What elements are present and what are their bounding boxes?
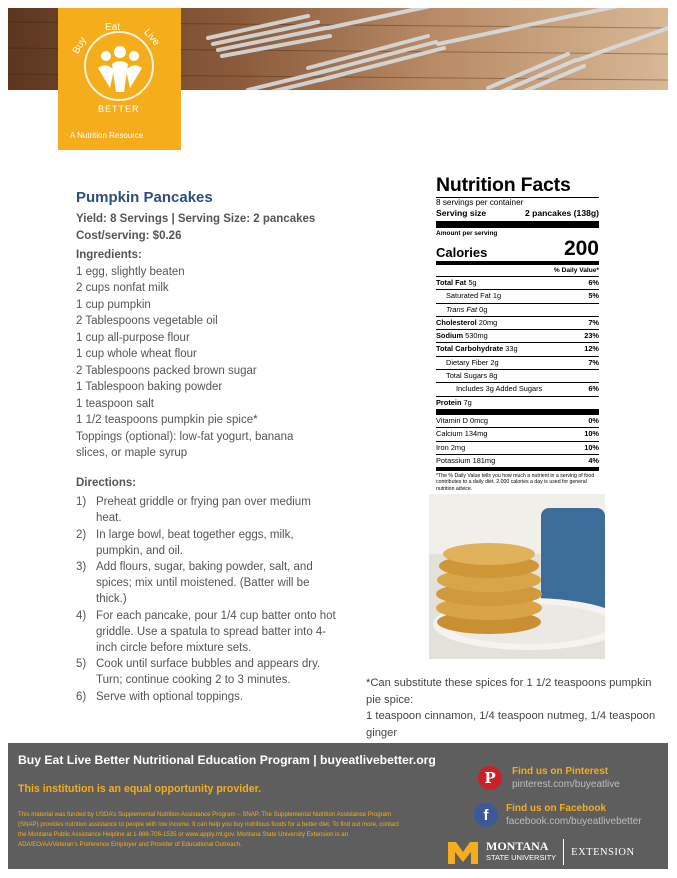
nutrient-amount: 5g (468, 278, 477, 287)
nutrient-amount: 2mg (450, 442, 466, 452)
nutrient-label: Potassium (436, 455, 471, 465)
direction-step (76, 494, 338, 526)
pancake-stack-image (429, 494, 605, 659)
nutrient-dv: 5% (588, 291, 599, 301)
nutrient-dv: 7% (588, 357, 599, 367)
ingredient-item: 1 egg, slightly beaten (76, 265, 185, 278)
ingredients-heading: Ingredients: (76, 249, 142, 261)
nutrient-row (436, 427, 599, 440)
pinterest-icon: P (478, 766, 502, 790)
nutrient-label: Vitamin D (436, 415, 468, 425)
medium-divider (436, 261, 599, 265)
nutrient-row (436, 382, 599, 395)
ingredient-item: 1 cup all-purpose flour (76, 331, 190, 344)
equal-opportunity-statement: This institution is an equal opportunity provider. (18, 783, 262, 795)
nutrition-facts-title: Nutrition Facts (436, 174, 571, 196)
direction-step (76, 608, 338, 657)
ingredient-item: 1 1/2 teaspoons pumpkin pie spice* (76, 414, 258, 426)
nutrient-label: Cholesterol (436, 317, 477, 327)
pinterest-link[interactable] (478, 766, 620, 792)
nutrient-name (436, 290, 501, 302)
step-number: 6) (76, 690, 87, 703)
msu-name-2: STATE UNIVERSITY (486, 853, 557, 862)
nutrient-label: Calcium (436, 429, 463, 439)
direction-step (76, 527, 338, 559)
logo-tagline: A Nutrition Resource (70, 131, 144, 140)
servings-per-container: 8 servings per container (436, 197, 599, 208)
nutrient-name (436, 428, 487, 440)
nutrient-row (436, 454, 599, 467)
funding-statement: This material was funded by USDA’s Supplemental Nutrition Assistance Program – SNAP. The Supplemental Nutrition Assistance Program (SNAP) provides nutrition assistance to people with low income. It can help you buy nutritious foods for a better diet. To find out more, contact the Montana Public Assistance Helpline at 1-888-706-1535 or www.apply.mt.gov. Montana State University Extension is an ADA/EO/AA/Veteran’s Preference Employer and Provider of Educational Outreach. (18, 811, 399, 849)
nutrient-row (436, 329, 599, 342)
nutrient-label: Sodium (436, 331, 464, 341)
nutrient-amount: 134mg (464, 429, 488, 439)
directions-list (76, 494, 338, 705)
nutrient-row (436, 342, 599, 355)
buy-eat-live-better-logo (58, 8, 181, 150)
ingredient-item: 2 Tablespoons vegetable oil (76, 315, 218, 327)
nutrient-row (436, 409, 599, 427)
nutrient-label: Total Fat (436, 278, 467, 287)
step-text: Preheat griddle or frying pan over medium heat. (96, 496, 311, 525)
nutrient-label: Includes 3g Added Sugars (456, 384, 543, 394)
step-text: In large bowl, beat together eggs, milk, pumpkin, and oil. (96, 528, 294, 557)
nutrient-name (436, 455, 495, 467)
thick-divider (436, 221, 599, 228)
calories-label: Calories (436, 245, 488, 260)
pumpkin-pancakes-photo (429, 494, 605, 659)
nutrient-amount: 530mg (465, 331, 488, 341)
msu-extension: EXTENSION (571, 846, 635, 858)
recipe-meta (76, 211, 315, 244)
footer-heading: Buy Eat Live Better Nutritional Education Program | buyeatlivebetter.org (18, 753, 436, 767)
nutrient-dv: 10% (584, 442, 599, 452)
step-text: For each pancake, pour 1/4 cup batter onto hot griddle. Use a spatula to spread batter into 4-inch circle before mixture sets. (96, 609, 336, 655)
nutrient-name (436, 415, 488, 427)
dv-header: % Daily Value* (553, 267, 599, 274)
nutrition-facts-label (436, 174, 599, 492)
nutrient-dv: 0% (588, 415, 599, 425)
nutrition-footnote: *The % Daily Value tells you how much a nutrient in a serving of food contributes to a daily diet. 2,000 calories a day is used for general nutrition advice. (436, 473, 595, 492)
nutrient-row (436, 356, 599, 369)
step-text: Add flours, sugar, baking powder, salt, and spices; mix until moistened. (Batter will be thick.) (96, 561, 313, 606)
msu-m-icon (446, 838, 480, 866)
msu-name-1: MONTANA (486, 839, 549, 853)
msu-extension-logo (446, 838, 635, 866)
ingredient-item: Toppings (optional): low-fat yogurt, banana slices, or maple syrup (76, 430, 294, 459)
nutrient-rows (436, 276, 599, 467)
nutrient-row (436, 441, 599, 454)
nutrient-dv: 12% (584, 344, 599, 354)
substitution-note-text: *Can substitute these spices for 1 1/2 teaspoons pumpkin pie spice: (366, 677, 652, 706)
nutrient-label: Protein (436, 397, 462, 407)
nutrient-name (436, 277, 477, 289)
ingredient-item: 1 cup pumpkin (76, 298, 151, 311)
ingredient-item: 2 cups nonfat milk (76, 282, 169, 294)
nutrient-amount: 7g (463, 397, 472, 407)
nutrient-amount: 20mg (478, 317, 498, 327)
amount-per-serving: Amount per serving (436, 230, 498, 237)
nutrient-row (436, 316, 599, 329)
pinterest-label: Find us on Pinterest (512, 766, 609, 777)
facebook-label: Find us on Facebook (506, 803, 607, 814)
directions-heading: Directions: (76, 477, 137, 489)
nutrient-row (436, 369, 599, 382)
nutrient-name (436, 304, 487, 316)
nutrient-amount: 2g (490, 357, 499, 367)
footer (8, 743, 668, 869)
nutrient-row (436, 396, 599, 409)
calories-row (436, 238, 599, 260)
nutrient-name (436, 357, 499, 369)
nutrient-amount: 181mg (472, 455, 496, 465)
calories-value: 200 (563, 237, 599, 260)
recipe-title: Pumpkin Pancakes (76, 189, 213, 206)
nutrient-row (436, 303, 599, 316)
nutrient-label: Total Carbohydrate (436, 344, 504, 354)
facebook-url[interactable]: facebook.com/buyeatlivebetter (506, 816, 642, 827)
ingredient-item: 2 Tablespoons packed brown sugar (76, 364, 257, 377)
msu-divider (563, 839, 564, 865)
nutrient-label: Trans Fat (446, 304, 478, 314)
step-number: 1) (76, 496, 87, 509)
direction-step (76, 559, 338, 608)
nutrient-label: Iron (436, 442, 449, 452)
step-number: 2) (76, 528, 87, 541)
direction-step (76, 656, 338, 688)
nutrient-dv: 23% (584, 331, 599, 341)
serving-size-value: 2 pancakes (138g) (524, 208, 599, 218)
nutrient-label: Saturated Fat (446, 291, 491, 301)
nutrient-amount: 8g (489, 371, 498, 381)
step-text: Cook until surface bubbles and appears dry. Turn; continue cooking 2 to 3 minutes. (96, 658, 321, 687)
step-number: 5) (76, 658, 87, 671)
nutrient-amount: 0mcg (469, 415, 489, 425)
nutrient-row (436, 289, 599, 302)
direction-step (76, 689, 338, 705)
serving-size-label: Serving size (436, 208, 487, 218)
nutrient-name (436, 343, 518, 355)
nutrient-dv: 4% (588, 455, 599, 465)
nutrient-dv: 6% (588, 278, 599, 287)
nutrient-dv: 6% (588, 384, 599, 394)
nutrient-amount: 1g (492, 291, 502, 301)
nutrient-name (436, 330, 488, 342)
nutrient-name (436, 383, 542, 395)
nutrient-name (436, 317, 497, 329)
ingredients-section (76, 247, 346, 462)
facebook-icon: f (474, 803, 498, 827)
logo-word-buy: Buy (70, 35, 89, 56)
pinterest-url[interactable]: pinterest.com/buyeatlive (512, 779, 620, 790)
nutrient-amount: 0g (479, 304, 488, 314)
nutrient-name (436, 370, 497, 382)
nutrient-dv: 10% (584, 429, 599, 439)
ingredient-item: 1 cup whole wheat flour (76, 348, 197, 360)
logo-word-eat: Eat (105, 22, 121, 33)
step-number: 3) (76, 561, 87, 574)
nutrient-label: Dietary Fiber (446, 357, 489, 367)
logo-word-live: Live (141, 26, 162, 49)
step-number: 4) (76, 609, 87, 622)
nutrient-dv: 7% (588, 317, 599, 327)
substitution-detail: 1 teaspoon cinnamon, 1/4 teaspoon nutmeg, 1/4 teaspoon ginger (366, 710, 656, 739)
directions-section (76, 475, 338, 705)
nutrient-name (436, 442, 465, 454)
substitution-note (366, 675, 656, 741)
nutrient-row (436, 276, 599, 289)
bottom-divider (436, 467, 599, 471)
cost-line: Cost/serving: $0.26 (76, 229, 182, 242)
nutrient-amount: 33g (505, 344, 518, 354)
step-text: Serve with optional toppings. (96, 690, 244, 703)
facebook-link[interactable] (474, 803, 642, 829)
nutrient-label: Total Sugars (446, 371, 488, 381)
serving-size-row (436, 208, 599, 219)
ingredient-item: 1 Tablespoon baking powder (76, 381, 223, 393)
logo-word-better: BETTER (98, 104, 140, 114)
yield-line: Yield: 8 Servings | Serving Size: 2 pancakes (76, 213, 316, 225)
logo-figures-icon (58, 8, 181, 128)
ingredient-item: 1 teaspoon salt (76, 397, 155, 410)
nutrient-name (436, 397, 472, 409)
